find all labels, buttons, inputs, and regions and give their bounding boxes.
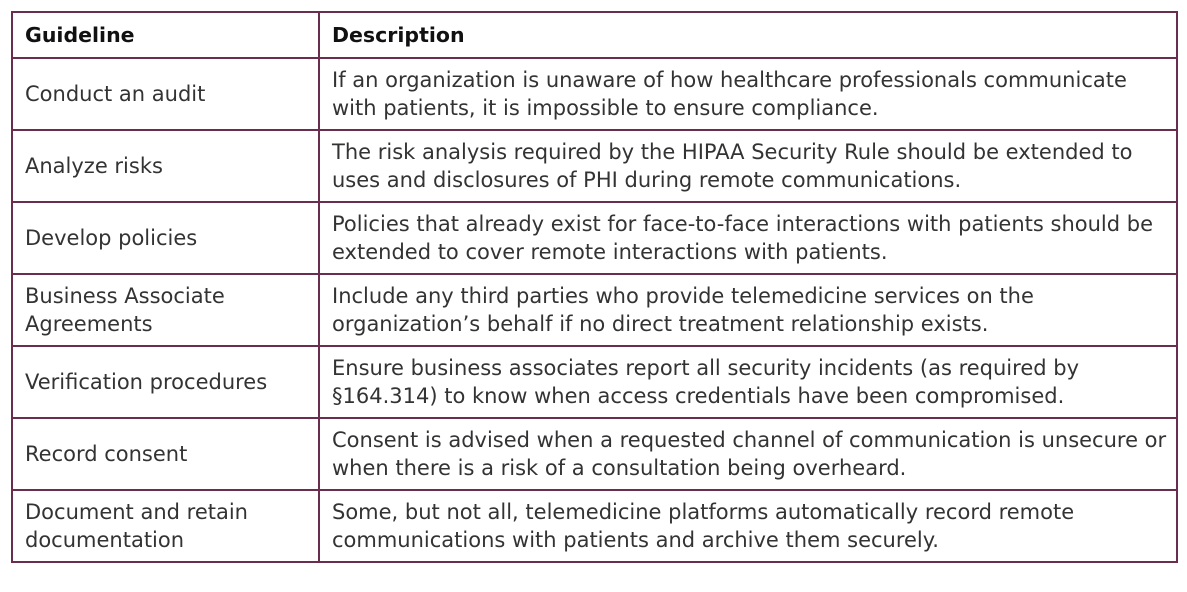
description-cell: Consent is advised when a requested channel of communication is unsecure or when there is a risk of a consultation being overheard. xyxy=(319,418,1177,490)
description-cell: The risk analysis required by the HIPAA Security Rule should be extended to uses and disclosures of PHI during remote communications. xyxy=(319,130,1177,202)
table-row xyxy=(12,58,1177,130)
column-header-description: Description xyxy=(319,12,1177,58)
table-row xyxy=(12,418,1177,490)
column-header-guideline: Guideline xyxy=(12,12,319,58)
table-row xyxy=(12,346,1177,418)
guideline-cell: Verification procedures xyxy=(12,346,319,418)
guideline-cell: Document and retain documentation xyxy=(12,490,319,562)
guideline-cell: Business Associate Agreements xyxy=(12,274,319,346)
description-cell: Include any third parties who provide telemedicine services on the organization’s behalf if no direct treatment relationship exists. xyxy=(319,274,1177,346)
guidelines-table-container xyxy=(11,11,1176,563)
guideline-cell: Analyze risks xyxy=(12,130,319,202)
description-cell: Policies that already exist for face-to-face interactions with patients should be extended to cover remote interactions with patients. xyxy=(319,202,1177,274)
guideline-cell: Conduct an audit xyxy=(12,58,319,130)
guideline-cell: Develop policies xyxy=(12,202,319,274)
table-row xyxy=(12,274,1177,346)
guideline-cell: Record consent xyxy=(12,418,319,490)
description-cell: Some, but not all, telemedicine platforms automatically record remote communications with patients and archive them securely. xyxy=(319,490,1177,562)
description-cell: Ensure business associates report all security incidents (as required by §164.314) to know when access credentials have been compromised. xyxy=(319,346,1177,418)
table-row xyxy=(12,202,1177,274)
description-cell: If an organization is unaware of how healthcare professionals communicate with patients, it is impossible to ensure compliance. xyxy=(319,58,1177,130)
table-row xyxy=(12,490,1177,562)
table-header-row xyxy=(12,12,1177,58)
table-row xyxy=(12,130,1177,202)
guidelines-table xyxy=(11,11,1178,563)
